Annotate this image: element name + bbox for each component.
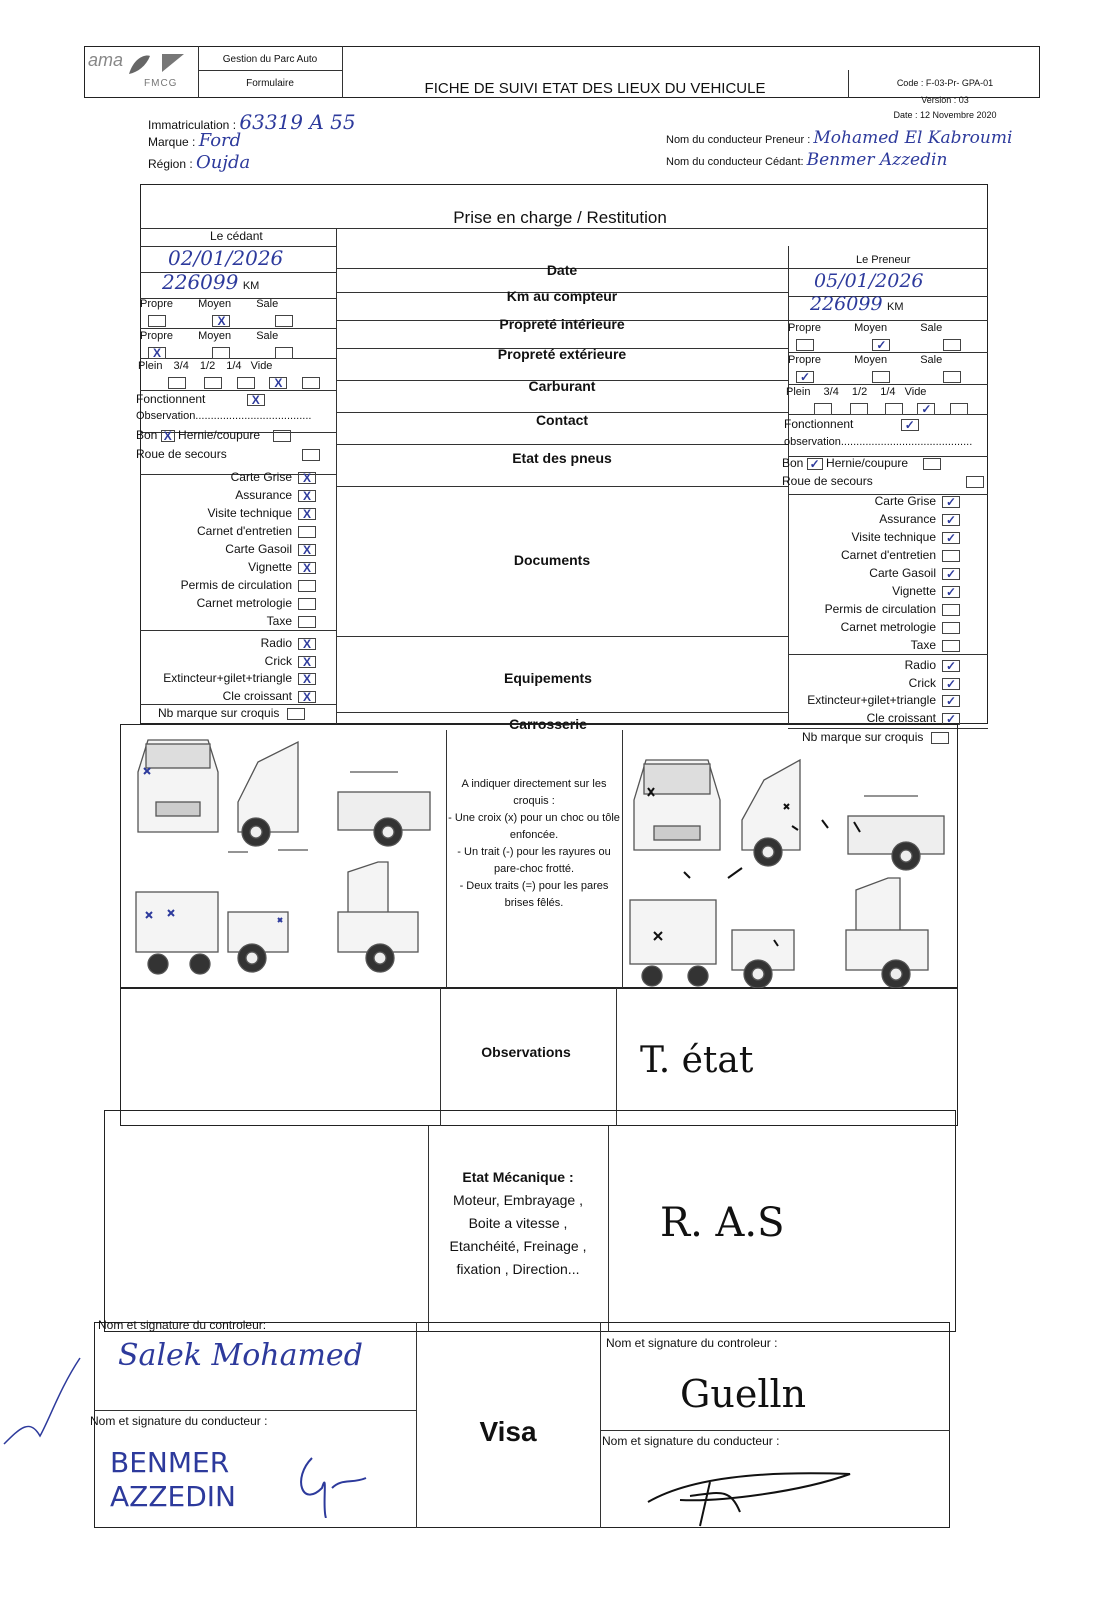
left-pneus-bon: [136, 428, 291, 442]
row-carrosserie: Carrosserie: [509, 716, 587, 732]
row-carburant: Carburant: [528, 378, 596, 394]
list-item: [780, 530, 936, 544]
left-date: 02/01/2026: [168, 246, 284, 270]
left-heading: Le cédant: [210, 229, 263, 243]
checkbox[interactable]: ✓: [901, 419, 919, 431]
opt-roue: Roue de secours: [782, 474, 873, 488]
checkbox[interactable]: X: [148, 347, 166, 359]
right-heading: Le Preneur: [856, 254, 911, 266]
immatriculation-value: 63319 A 55: [239, 110, 356, 134]
preneur-label: Nom du conducteur Preneur :: [666, 134, 811, 146]
list-item-label: Crick: [264, 653, 292, 668]
left-km-row: [162, 270, 259, 294]
checkbox[interactable]: X: [298, 562, 316, 574]
checkbox[interactable]: [814, 403, 832, 415]
checkbox[interactable]: ✓: [942, 695, 960, 707]
opt-vide: Vide: [250, 360, 273, 372]
checkbox[interactable]: X: [298, 673, 316, 685]
checkbox[interactable]: X: [247, 394, 265, 406]
checkbox[interactable]: X: [298, 691, 316, 703]
right-pneus-bon: [782, 456, 941, 470]
left-fonctionnent: [136, 392, 265, 406]
opt-bon: Bon: [782, 456, 804, 470]
list-item: [780, 638, 936, 652]
list-item: [780, 584, 936, 598]
list-item-label: Extincteur+gilet+triangle: [163, 671, 292, 685]
preneur-row: [666, 128, 1012, 148]
list-item-label: Taxe: [266, 614, 292, 628]
opt-roue: Roue de secours: [136, 447, 227, 461]
form-version: Version : 03: [921, 95, 969, 105]
checkbox[interactable]: ✓: [796, 371, 814, 383]
etat-meca-line: Moteur, Embrayage ,: [453, 1192, 583, 1208]
checkbox[interactable]: [942, 622, 960, 634]
checkbox[interactable]: [298, 616, 316, 628]
formulaire-label: Formulaire: [246, 78, 294, 89]
checkbox[interactable]: ✓: [942, 586, 960, 598]
marque-row: [148, 130, 241, 151]
nb-marque-label: Nb marque sur croquis: [802, 730, 924, 744]
list-item: [150, 524, 292, 538]
opt-propre: Propre: [140, 298, 174, 310]
controleur-left-label: Nom et signature du controleur:: [98, 1318, 267, 1332]
opt-12: 1/2: [199, 360, 216, 372]
list-item: [150, 671, 292, 685]
logo-sub: FMCG: [144, 78, 178, 89]
checkbox[interactable]: [275, 315, 293, 327]
opt-propre: Propre: [140, 330, 174, 342]
list-item: [780, 494, 936, 508]
checkbox[interactable]: [287, 708, 305, 720]
signature-scribble-icon: [292, 1448, 372, 1518]
leaf-icon: [124, 52, 154, 78]
checkbox[interactable]: [796, 339, 814, 351]
left-propre-ext: [140, 330, 278, 342]
checkbox[interactable]: X: [298, 544, 316, 556]
marque-label: Marque :: [148, 135, 196, 149]
row-date: Date: [546, 262, 578, 278]
checkbox[interactable]: [212, 347, 230, 359]
checkbox[interactable]: ✓: [942, 568, 960, 580]
opt-12: 1/2: [851, 386, 868, 398]
opt-moyen: Moyen: [854, 322, 888, 334]
list-item: [780, 658, 936, 672]
checkbox[interactable]: X: [298, 472, 316, 484]
left-observation: Observation......................................: [136, 410, 312, 422]
preneur-value: Mohamed El Kabroumi: [813, 128, 1013, 148]
checkbox[interactable]: X: [269, 377, 287, 389]
arrow-logo-icon: [160, 52, 186, 74]
left-km-unit: KM: [242, 280, 260, 292]
left-propre-int: [140, 298, 278, 310]
checkbox[interactable]: [872, 371, 890, 383]
opt-34: 3/4: [823, 386, 839, 398]
checkbox[interactable]: ✓: [942, 514, 960, 526]
row-prop-ext: Propreté extérieure: [497, 346, 627, 362]
list-item: [780, 693, 936, 707]
region-label: Région :: [148, 157, 193, 171]
list-item-label: Carte Grise: [230, 470, 292, 484]
list-item-label: Cle croissant: [866, 710, 936, 725]
instruction-1: A indiquer directement sur les croquis :: [461, 778, 607, 807]
section-title: Prise en charge / Restitution: [453, 208, 667, 227]
checkbox[interactable]: X: [212, 315, 230, 327]
opt-fonctionnent: Fonctionnent: [784, 417, 854, 431]
list-item-label: Permis de circulation: [180, 578, 292, 592]
opt-sale: Sale: [256, 330, 279, 342]
cedant-row: [666, 150, 947, 170]
observations-value: T. état: [640, 1040, 754, 1081]
checkbox[interactable]: [237, 377, 255, 389]
etat-meca-value: R. A.S: [660, 1200, 785, 1246]
conducteur-left-signature: [110, 1446, 236, 1514]
list-item: [780, 548, 936, 562]
checkbox[interactable]: X: [298, 508, 316, 520]
checkbox[interactable]: [298, 526, 316, 538]
right-propre-int: [788, 322, 942, 334]
region-value: Oujda: [196, 152, 251, 173]
list-item-label: Radio: [260, 636, 292, 650]
list-item-label: Carte Grise: [874, 494, 936, 508]
row-contact: Contact: [535, 412, 589, 428]
list-item: [150, 654, 292, 668]
opt-bon: Bon: [136, 428, 158, 442]
right-prop-int-boxes: [796, 336, 961, 354]
etat-mecanique-text: [432, 1166, 604, 1281]
list-item: [780, 512, 936, 526]
opt-moyen: Moyen: [854, 354, 888, 366]
opt-sale: Sale: [256, 298, 279, 310]
checkbox[interactable]: [950, 403, 968, 415]
marque-value: Ford: [198, 130, 242, 151]
opt-14: 1/4: [880, 386, 896, 398]
left-nb-marque: [158, 706, 305, 720]
right-prop-ext-boxes: [796, 368, 961, 386]
right-propre-ext: [788, 354, 942, 366]
left-roue: [136, 447, 320, 461]
checkbox[interactable]: ✓: [942, 678, 960, 690]
checkbox[interactable]: [850, 403, 868, 415]
etat-meca-line: fixation , Direction...: [456, 1261, 580, 1277]
opt-vide: Vide: [904, 386, 927, 398]
controleur-left-signature: Salek Mohamed: [118, 1338, 363, 1373]
signature-margin-scribble: [0, 1348, 100, 1448]
list-item: [780, 711, 936, 725]
conducteur-left-label: Nom et signature du conducteur :: [90, 1414, 268, 1428]
checkbox[interactable]: [275, 347, 293, 359]
list-item: [150, 596, 292, 610]
list-item-label: Cle croissant: [222, 688, 292, 703]
checkbox[interactable]: X: [298, 490, 316, 502]
form-code: Code : F-03-Pr- GPA-01: [896, 78, 994, 88]
opt-14: 1/4: [226, 360, 242, 372]
opt-hernie: Hernie/coupure: [826, 456, 909, 470]
list-item-label: Carte Gasoil: [869, 566, 936, 580]
list-item-label: Extincteur+gilet+triangle: [807, 693, 936, 707]
list-item: [150, 506, 292, 520]
row-prop-int: Propreté intérieure: [499, 316, 625, 332]
cedant-value: Benmer Azzedin: [806, 150, 948, 170]
list-item: [150, 689, 292, 703]
list-item-label: Visite technique: [851, 530, 936, 544]
right-carb-boxes: [814, 400, 968, 418]
controleur-right-label: Nom et signature du controleur :: [606, 1336, 778, 1350]
checkbox[interactable]: [298, 598, 316, 610]
right-carburant: [786, 386, 926, 398]
nb-marque-label: Nb marque sur croquis: [158, 706, 280, 720]
etat-meca-line: Etanchéité, Freinage ,: [449, 1238, 587, 1254]
checkbox[interactable]: ✓: [942, 713, 960, 725]
opt-sale: Sale: [920, 322, 943, 334]
right-fonctionnent: [784, 417, 919, 431]
list-item: [780, 676, 936, 690]
immatriculation-label: Immatriculation :: [148, 118, 237, 132]
etat-meca-title: Etat Mécanique :: [462, 1169, 574, 1185]
checkbox[interactable]: [302, 449, 320, 461]
checkbox[interactable]: ✓: [917, 403, 935, 415]
region-row: [148, 152, 250, 173]
checkbox[interactable]: [943, 339, 961, 351]
logo: [86, 48, 196, 94]
opt-sale: Sale: [920, 354, 943, 366]
checkbox[interactable]: [298, 580, 316, 592]
list-item: [780, 602, 936, 616]
checkbox[interactable]: X: [298, 638, 316, 650]
row-observations: Observations: [481, 1044, 571, 1060]
list-item-label: Carnet d'entretien: [196, 524, 292, 538]
row-km: Km au compteur: [506, 288, 618, 304]
opt-propre: Propre: [788, 322, 822, 334]
checkbox[interactable]: [302, 377, 320, 389]
list-item-label: Assurance: [235, 488, 292, 502]
opt-fonctionnent: Fonctionnent: [136, 392, 206, 406]
vehicle-sketch-right: [624, 740, 954, 990]
right-date: 05/01/2026: [814, 270, 924, 292]
list-item-label: Crick: [908, 675, 936, 690]
right-observation: observation...........................................: [784, 436, 973, 448]
checkbox[interactable]: [942, 604, 960, 616]
list-item-label: Vignette: [892, 584, 936, 598]
vehicle-sketch-left: [128, 732, 438, 982]
checkbox[interactable]: [942, 640, 960, 652]
right-roue: [782, 474, 984, 488]
checkbox[interactable]: [885, 403, 903, 415]
right-km-value: 226099: [810, 293, 883, 315]
opt-moyen: Moyen: [198, 330, 232, 342]
checkbox[interactable]: [942, 550, 960, 562]
opt-plein: Plein: [786, 386, 811, 398]
list-item: [150, 470, 292, 484]
checkbox[interactable]: [204, 377, 222, 389]
signature-line-2: AZZEDIN: [110, 1480, 236, 1513]
list-item: [150, 488, 292, 502]
list-item-label: Taxe: [910, 638, 936, 652]
checkbox[interactable]: [168, 377, 186, 389]
checkbox[interactable]: ✓: [942, 532, 960, 544]
list-item-label: Visite technique: [207, 506, 292, 520]
controleur-right-signature: Guelln: [680, 1372, 807, 1416]
list-item: [150, 578, 292, 592]
list-item-label: Carnet metrologie: [840, 620, 936, 634]
checkbox[interactable]: ✓: [872, 339, 890, 351]
list-item: [150, 636, 292, 650]
row-documents: Documents: [513, 552, 591, 568]
list-item: [150, 542, 292, 556]
row-visa: Visa: [479, 1416, 537, 1447]
opt-hernie: Hernie/coupure: [178, 428, 261, 442]
left-carburant: [138, 360, 272, 372]
opt-propre: Propre: [788, 354, 822, 366]
list-item-label: Vignette: [248, 560, 292, 574]
instruction-4: - Deux traits (=) pour les pares brises fêlés.: [459, 880, 609, 909]
row-pneus: Etat des pneus: [512, 450, 612, 466]
checkbox[interactable]: X: [161, 430, 175, 442]
list-item: [780, 566, 936, 580]
left-prop-int-boxes: [148, 312, 293, 330]
list-item: [780, 620, 936, 634]
signature-line-1: BENMER: [110, 1446, 230, 1479]
instruction-3: - Un trait (-) pour les rayures ou pare-choc frotté.: [457, 846, 611, 875]
cedant-label: Nom du conducteur Cédant:: [666, 156, 804, 168]
list-item-label: Carte Gasoil: [225, 542, 292, 556]
checkbox[interactable]: [273, 430, 291, 442]
right-km-row: [810, 293, 903, 315]
row-equipements: Equipements: [504, 670, 592, 686]
checkbox[interactable]: X: [298, 656, 316, 668]
logo-text: ama: [88, 50, 124, 70]
list-item-label: Radio: [904, 658, 936, 672]
opt-34: 3/4: [173, 360, 189, 372]
checkbox[interactable]: ✓: [942, 660, 960, 672]
right-km-unit: KM: [886, 301, 904, 313]
checkbox[interactable]: ✓: [807, 458, 823, 470]
carrosserie-instructions: [448, 776, 620, 912]
etat-meca-line: Boite a vitesse ,: [468, 1215, 568, 1231]
left-carb-boxes: [168, 374, 320, 392]
opt-moyen: Moyen: [198, 298, 232, 310]
list-item-label: Permis de circulation: [824, 602, 936, 616]
list-item: [150, 614, 292, 628]
list-item-label: Assurance: [879, 512, 936, 526]
list-item: [150, 560, 292, 574]
checkbox[interactable]: [943, 371, 961, 383]
checkbox[interactable]: [148, 315, 166, 327]
checkbox[interactable]: ✓: [942, 496, 960, 508]
list-item-label: Carnet d'entretien: [840, 548, 936, 562]
checkbox[interactable]: [923, 458, 941, 470]
opt-plein: Plein: [138, 360, 163, 372]
form-date: Date : 12 Novembre 2020: [893, 110, 997, 120]
left-km-value: 226099: [162, 270, 239, 294]
gestion-label: Gestion du Parc Auto: [222, 54, 318, 65]
form-title: FICHE DE SUIVI ETAT DES LIEUX DU VEHICULE: [424, 80, 766, 97]
list-item-label: Carnet metrologie: [196, 596, 292, 610]
instruction-2: - Une croix (x) pour un choc ou tôle enfoncée.: [448, 812, 620, 841]
conducteur-right-label: Nom et signature du conducteur :: [602, 1434, 780, 1448]
checkbox[interactable]: [966, 476, 984, 488]
signature-right-icon: [640, 1452, 860, 1532]
